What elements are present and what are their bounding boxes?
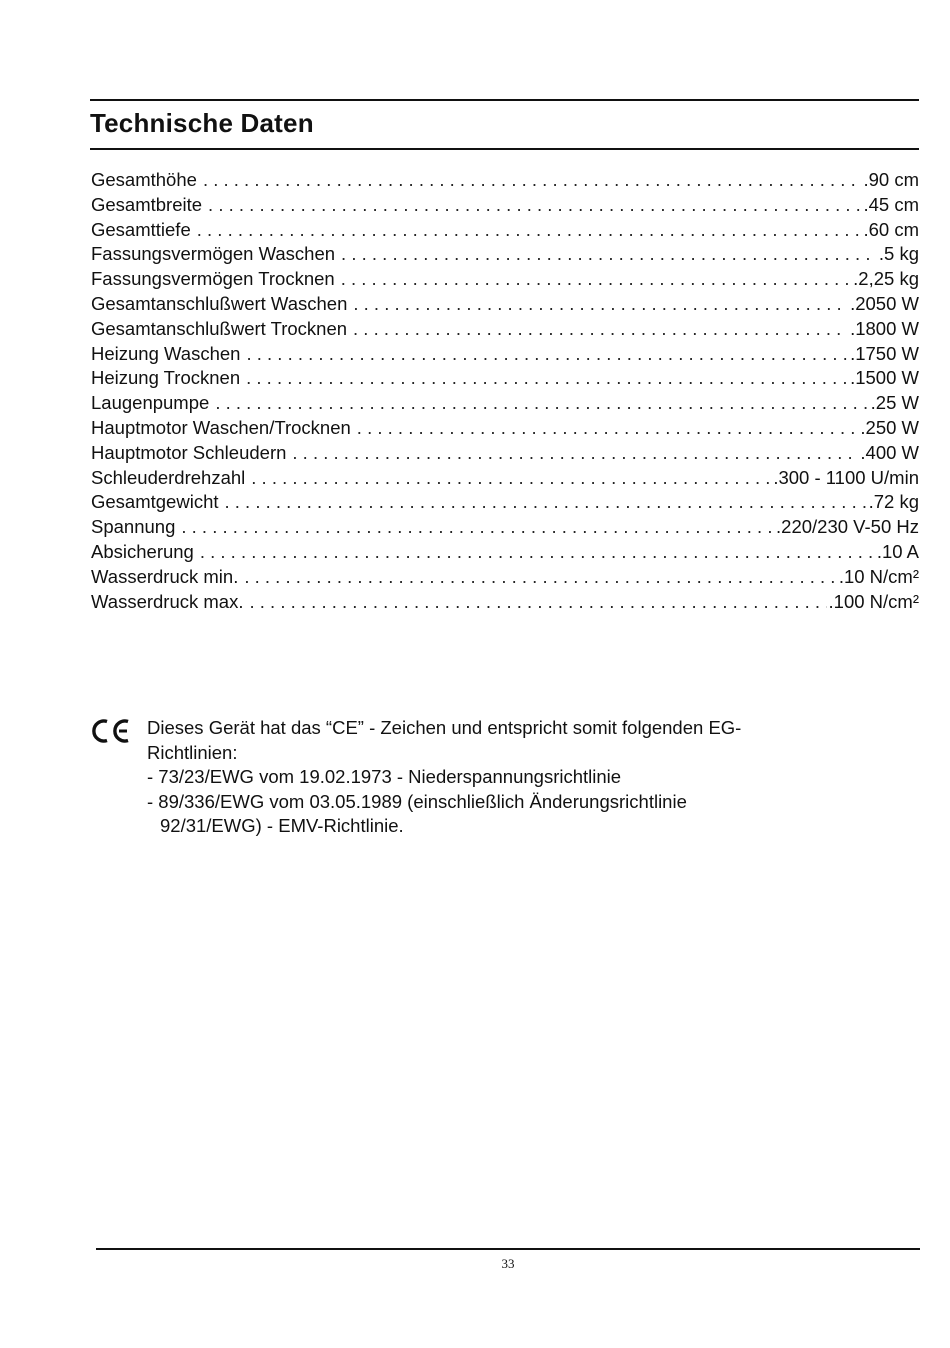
spec-row: [91, 565, 919, 590]
spec-value: .5 kg: [878, 243, 919, 265]
dot-leader: [200, 540, 875, 565]
dot-leader: [357, 416, 859, 441]
ce-text: [147, 716, 847, 839]
page-title: Technische Daten: [90, 108, 314, 138]
spec-row: [91, 490, 919, 515]
spec-value: .60 cm: [863, 218, 919, 240]
spec-label: Gesamttiefe: [91, 218, 191, 240]
dot-leader: [292, 441, 858, 466]
dot-leader: [208, 193, 861, 218]
spec-row: [91, 540, 919, 565]
spec-value: .10 A: [876, 540, 919, 562]
spec-value: .220/230 V-50 Hz: [776, 516, 919, 538]
dot-leader: [353, 317, 848, 342]
dot-leader: [246, 366, 848, 391]
spec-row: [91, 317, 919, 342]
dot-leader: [225, 490, 867, 515]
dot-leader: [246, 342, 848, 367]
dot-leader: [341, 242, 877, 267]
ce-directive-2-cont: 92/31/EWG) - EMV-Richtlinie.: [160, 815, 404, 836]
spec-value: .2,25 kg: [853, 268, 919, 290]
spec-label: Spannung: [91, 516, 176, 538]
dot-leader: [244, 565, 836, 590]
spec-row: [91, 242, 919, 267]
spec-list: [91, 168, 919, 614]
dot-leader: [249, 590, 826, 615]
spec-value: .300 - 1100 U/min: [773, 466, 919, 488]
spec-value: .72 kg: [868, 491, 919, 513]
spec-value: .90 cm: [863, 169, 919, 190]
dot-leader: [353, 292, 848, 317]
spec-label: Hauptmotor Schleudern: [91, 441, 287, 463]
spec-value: .10 N/cm²: [838, 565, 919, 587]
spec-value: .1800 W: [850, 317, 919, 339]
spec-row: [91, 218, 919, 243]
spec-row: [91, 391, 919, 416]
footer-rule: [96, 1248, 920, 1250]
spec-value: .1750 W: [850, 342, 919, 364]
spec-label: Heizung Waschen: [91, 342, 241, 364]
spec-row: [91, 292, 919, 317]
spec-label: Gesamthöhe: [91, 169, 197, 190]
spec-label: Gesamtanschlußwert Trocknen: [91, 317, 348, 339]
spec-row: [91, 267, 919, 292]
spec-label: Hauptmotor Waschen/Trocknen: [91, 416, 351, 438]
spec-row: [91, 168, 919, 193]
spec-label: Absicherung: [91, 540, 194, 562]
spec-value: .25 W: [870, 392, 919, 414]
spec-label: Fassungsvermögen Waschen: [91, 243, 336, 265]
spec-label: Heizung Trocknen: [91, 367, 241, 389]
spec-row: [91, 342, 919, 367]
ce-directive-1: - 73/23/EWG vom 19.02.1973 - Niederspannungsrichtlinie: [147, 766, 622, 787]
spec-value: .100 N/cm²: [828, 590, 919, 612]
spec-label: Laugenpumpe: [91, 392, 210, 414]
spec-label: Gesamtanschlußwert Waschen: [91, 292, 348, 314]
dot-leader: [203, 168, 862, 193]
spec-label: Schleuderdrehzahl: [91, 466, 246, 488]
spec-label: Gesamtbreite: [91, 193, 203, 215]
spec-value: .400 W: [860, 441, 919, 463]
top-rule: [90, 99, 919, 101]
spec-row: [91, 515, 919, 540]
spec-label: Wasserdruck min.: [91, 565, 239, 587]
spec-row: [91, 441, 919, 466]
spec-value: .1500 W: [850, 367, 919, 389]
dot-leader: [341, 267, 851, 292]
spec-label: Fassungsvermögen Trocknen: [91, 268, 335, 290]
spec-value: .2050 W: [850, 292, 919, 314]
page-number: 33: [501, 1256, 515, 1271]
ce-directive-2: - 89/336/EWG vom 03.05.1989 (einschließlich Änderungsrichtlinie: [147, 790, 687, 812]
spec-row: [91, 466, 919, 491]
dot-leader: [251, 466, 771, 491]
spec-row: [91, 366, 919, 391]
spec-row: [91, 193, 919, 218]
spec-row: [91, 590, 919, 615]
spec-label: Gesamtgewicht: [91, 491, 219, 513]
ce-intro-line2: Richtlinien:: [147, 741, 238, 763]
dot-leader: [215, 391, 868, 416]
ce-intro-line1: Dieses Gerät hat das “CE” - Zeichen und entspricht somit folgenden EG-: [147, 717, 742, 738]
spec-label: Wasserdruck max.: [91, 590, 244, 612]
dot-leader: [197, 218, 862, 243]
spec-row: [91, 416, 919, 441]
spec-value: .45 cm: [863, 193, 919, 215]
title-underline: [90, 148, 919, 150]
dot-leader: [181, 515, 774, 540]
spec-value: .250 W: [860, 416, 919, 438]
ce-mark-icon: [90, 718, 134, 744]
